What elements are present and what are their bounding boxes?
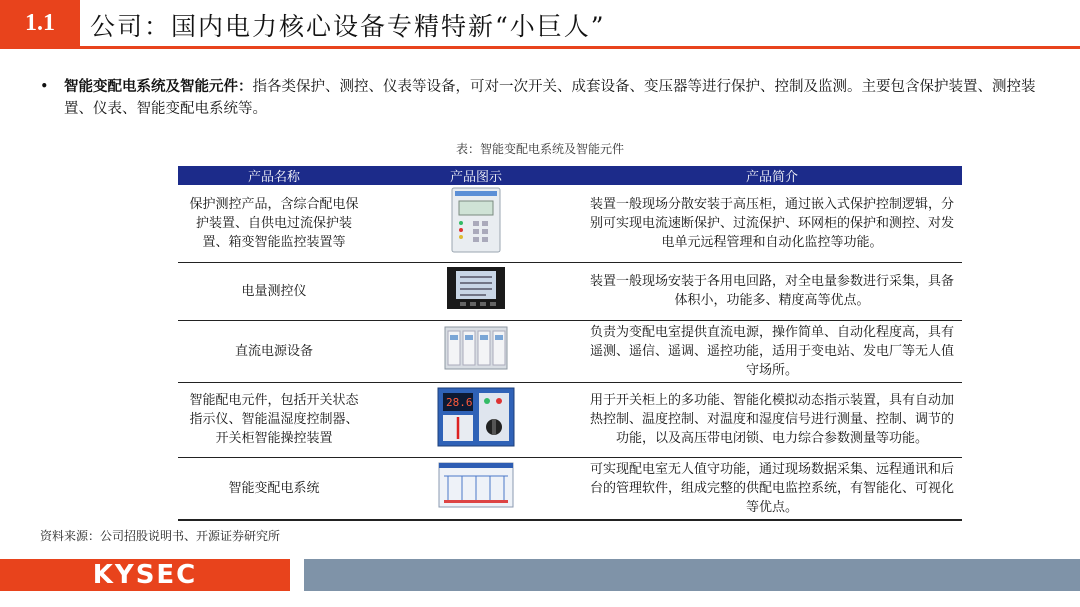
monitoring-software-image (438, 462, 514, 508)
header-divider (0, 46, 1080, 49)
product-name: 智能配电元件，包括开关状态指示仪、智能温湿度控制器、开关柜智能操控装置 (178, 382, 370, 457)
power-meter-image (446, 266, 506, 310)
product-image-cell (370, 457, 582, 520)
product-desc: 装置一般现场分散安装于高压柜，通过嵌入式保护控制逻辑，分别可实现电流速断保护、过流保护、环网柜的保护和测控、对发电单元远程管理和自动化监控等功能。 (582, 185, 962, 262)
dc-power-cabinet-image (444, 326, 508, 370)
header-product-name: 产品名称 (178, 166, 370, 185)
table-row (178, 262, 962, 320)
header-product-desc: 产品简介 (582, 166, 962, 185)
table-row (178, 320, 962, 382)
product-name: 直流电源设备 (178, 320, 370, 382)
product-image-cell (370, 382, 582, 457)
product-desc: 负责为变配电室提供直流电源，操作简单、自动化程度高，具有遥测、遥信、遥调、遥控功能，适用于变电站、发电厂等无人值守场所。 (582, 320, 962, 382)
product-name: 保护测控产品，含综合配电保护装置、自供电过流保护装置、箱变智能监控装置等 (178, 185, 370, 262)
bullet-bold-label: 智能变配电系统及智能元件： (64, 78, 253, 95)
product-table (178, 166, 962, 521)
svg-text:28.6: 28.6 (446, 395, 473, 409)
table-row (178, 457, 962, 520)
switch-indicator-image (437, 387, 515, 447)
bullet-dot-icon: • (40, 79, 49, 95)
product-image-cell (370, 185, 582, 262)
product-desc: 用于开关柜上的多功能、智能化模拟动态指示装置，具有自动加热控制、温度控制、对温度和湿度信号进行测量、控制、调节的功能，以及高压带电闭锁、电力综合参数测量等功能。 (582, 382, 962, 457)
product-name: 电量测控仪 (178, 262, 370, 320)
company-logo (0, 559, 290, 591)
table-caption: 表：智能变配电系统及智能元件 (455, 142, 624, 156)
section-number-badge: 1.1 (0, 0, 80, 46)
table-row (178, 185, 962, 262)
header-product-image: 产品图示 (370, 166, 582, 185)
table-row (178, 382, 962, 457)
table-header-row (178, 166, 962, 185)
product-name: 智能变配电系统 (178, 457, 370, 520)
footer-bar (304, 559, 1080, 591)
product-desc: 可实现配电室无人值守功能，通过现场数据采集、远程通讯和后台的管理软件，组成完整的供配电监控系统，有智能化、可视化等优点。 (582, 457, 962, 520)
source-note: 资料来源：公司招股说明书、开源证券研究所 (40, 529, 281, 543)
product-image-cell (370, 262, 582, 320)
protection-device-image (451, 187, 501, 253)
bullet-paragraph (40, 76, 1040, 120)
page-title: 公司：国内电力核心设备专精特新“小巨人” (90, 12, 606, 41)
product-image-cell (370, 320, 582, 382)
product-desc: 装置一般现场安装于各用电回路，对全电量参数进行采集，具备体积小，功能多、精度高等优点。 (582, 262, 962, 320)
logo-text: KYSEC (92, 560, 198, 590)
bullet-text: 指各类保护、测控、仪表等设备，可对一次开关、成套设备、变压器等进行保护、控制及监测。主要包含保护装置、测控装置、仪表、智能变配电系统等。 (64, 79, 1036, 117)
